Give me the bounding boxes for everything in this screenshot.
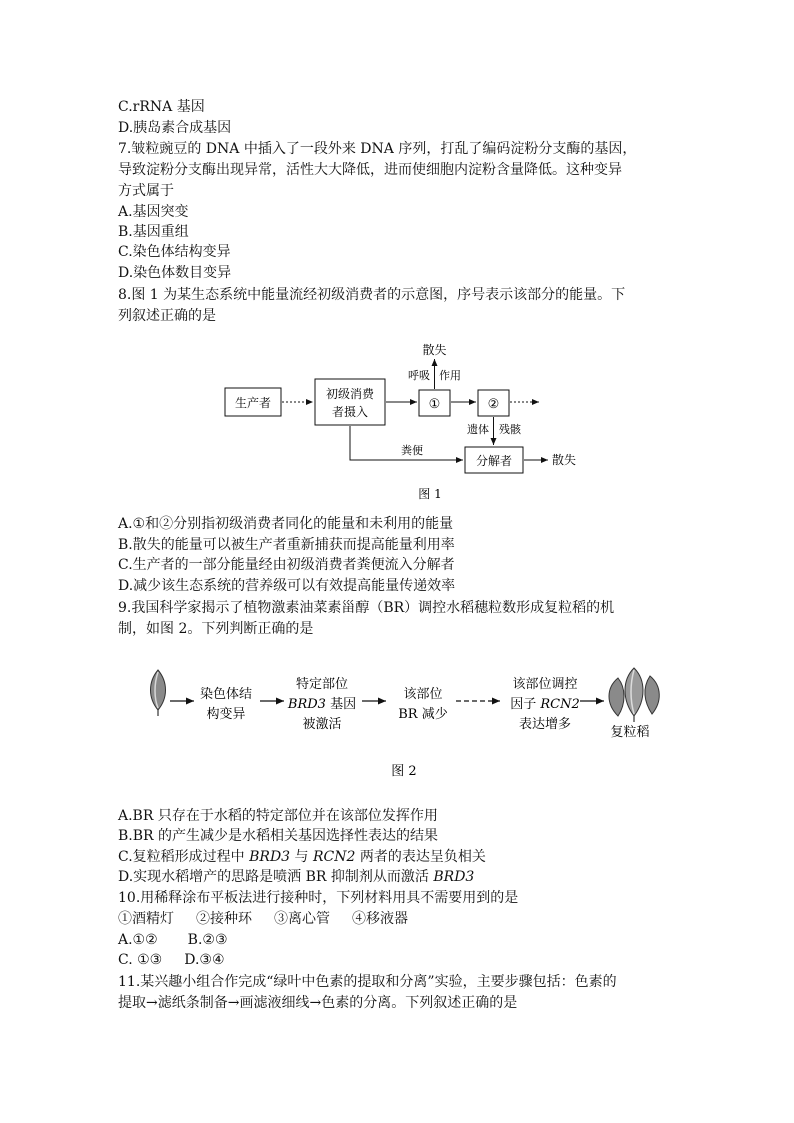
q10-items — [118, 909, 408, 929]
step2-line3: 被激活 — [302, 717, 342, 732]
q9-d-gene: BRD3 — [433, 869, 475, 885]
step2-line2 — [287, 697, 356, 712]
q10-item-1: ①酒精灯 — [118, 911, 174, 927]
result-label: 复粒稻 — [610, 725, 650, 740]
q9-option-c — [118, 847, 486, 867]
step3-line1: 该部位 — [403, 687, 443, 702]
step4-gene: RCN2 — [540, 697, 580, 712]
step1-line2: 构变异 — [206, 707, 246, 722]
step4-prefix: 因子 — [510, 697, 541, 712]
step2-gene: BRD3 — [287, 697, 326, 712]
step1-line1: 染色体结 — [199, 687, 253, 702]
q7-stem-line1: 7.皱粒豌豆的 DNA 中插入了一段外来 DNA 序列，打乱了编码淀粉分支酶的基因， — [118, 141, 637, 157]
figure-1-energy-flow-diagram — [215, 335, 595, 505]
q7-option-d: D.染色体数目变异 — [118, 265, 232, 281]
q9-option-a: A.BR 只存在于水稻的特定部位并在该部位发挥作用 — [118, 808, 438, 824]
decomposer-label: 分解者 — [475, 454, 513, 468]
figure-1-caption: 图 1 — [418, 487, 442, 501]
step4-line1: 该部位调控 — [512, 677, 578, 692]
q10-option-d: D.③④ — [184, 952, 225, 968]
respiration-label-left: 呼吸 — [408, 369, 430, 382]
q9-stem-line1: 9.我国科学家揭示了植物激素油菜素甾醇（BR）调控水稻穗粒数形成复粒稻的机 — [118, 600, 615, 616]
q11-stem-line1: 11.某兴趣小组合作完成“绿叶中色素的提取和分离”实验，主要步骤包括：色素的 — [118, 974, 617, 990]
q8-option-c: C.生产者的一部分能量经由初级消费者粪便流入分解者 — [118, 557, 455, 573]
q8-option-d: D.减少该生态系统的营养级可以有效提高能量传递效率 — [118, 578, 456, 594]
step2-gene-suffix: 基因 — [325, 697, 357, 712]
q7-option-a: A.基因突变 — [118, 204, 189, 220]
q7-option-c: C.染色体结构变异 — [118, 244, 231, 260]
q7-option-b: B.基因重组 — [118, 224, 189, 240]
q10-options-row2 — [118, 950, 225, 970]
step3-line2: BR 减少 — [398, 707, 448, 722]
consumer-label-1: 初级消费 — [325, 387, 375, 401]
q10-option-b: B.②③ — [187, 932, 228, 948]
q11-stem-line2: 提取→滤纸条制备→画滤液细线→色素的分离。下列叙述正确的是 — [118, 995, 518, 1011]
feces-label: 粪便 — [401, 444, 423, 457]
q9-option-d — [118, 867, 474, 887]
option-d-q6: D.胰岛素合成基因 — [118, 120, 232, 136]
q9-c-gene2: RCN2 — [313, 849, 356, 865]
q9-stem-line2: 制，如图 2。下列判断正确的是 — [118, 621, 314, 637]
remains-label-right: 残骸 — [499, 423, 521, 436]
q10-options-row1 — [118, 930, 228, 950]
step2-line1: 特定部位 — [295, 677, 349, 692]
respiration-label-right: 作用 — [439, 369, 461, 382]
q10-option-c: C. ①③ — [118, 952, 163, 968]
compound-rice-grains-icon — [609, 668, 659, 722]
q10-option-a: A.①② — [118, 932, 158, 948]
q10-stem: 10.用稀释涂布平板法进行接种时，下列材料用具不需要用到的是 — [118, 890, 519, 906]
figure-2-rice-mechanism-diagram — [140, 660, 670, 785]
q8-stem-line1: 8.图 1 为某生态系统中能量流经初级消费者的示意图，序号表示该部分的能量。下 — [118, 287, 626, 303]
figure-2-caption: 图 2 — [391, 764, 417, 779]
q10-item-2: ②接种环 — [196, 911, 252, 927]
single-rice-grain-icon — [151, 670, 166, 716]
q7-stem-line2: 导致淀粉分支酶出现异常，活性大大降低，进而使细胞内淀粉含量降低。这种变异 — [118, 162, 622, 178]
q9-d-prefix: D.实现水稻增产的思路是喷洒 BR 抑制剂从而激活 — [118, 869, 434, 885]
q9-c-mid: 与 — [290, 849, 313, 865]
q10-item-3: ③离心管 — [274, 911, 330, 927]
q8-stem-line2: 列叙述正确的是 — [118, 308, 216, 324]
remains-label-left: 遗体 — [467, 423, 489, 436]
dissipate-right-label: 散失 — [552, 453, 577, 467]
q10-item-4: ④移液器 — [352, 911, 408, 927]
q8-option-a: A.①和②分别指初级消费者同化的能量和未利用的能量 — [118, 516, 454, 532]
dissipate-top-label: 散失 — [422, 343, 447, 357]
q8-option-b: B.散失的能量可以被生产者重新捕获而提高能量利用率 — [118, 537, 455, 553]
step4-line3: 表达增多 — [518, 717, 572, 732]
option-c-q6: C.rRNA 基因 — [118, 99, 205, 115]
step4-line2 — [510, 697, 580, 712]
q9-c-prefix: C.复粒稻形成过程中 — [118, 849, 250, 865]
q9-c-suffix: 两者的表达呈负相关 — [355, 849, 486, 865]
energy-1-label: ① — [428, 397, 441, 412]
q9-option-b: B.BR 的产生减少是水稻相关基因选择性表达的结果 — [118, 828, 439, 844]
q9-c-gene1: BRD3 — [249, 849, 291, 865]
consumer-label-2: 者摄入 — [331, 405, 369, 419]
producer-label: 生产者 — [234, 396, 272, 410]
q7-stem-line3: 方式属于 — [118, 183, 174, 199]
energy-2-label: ② — [487, 397, 500, 412]
